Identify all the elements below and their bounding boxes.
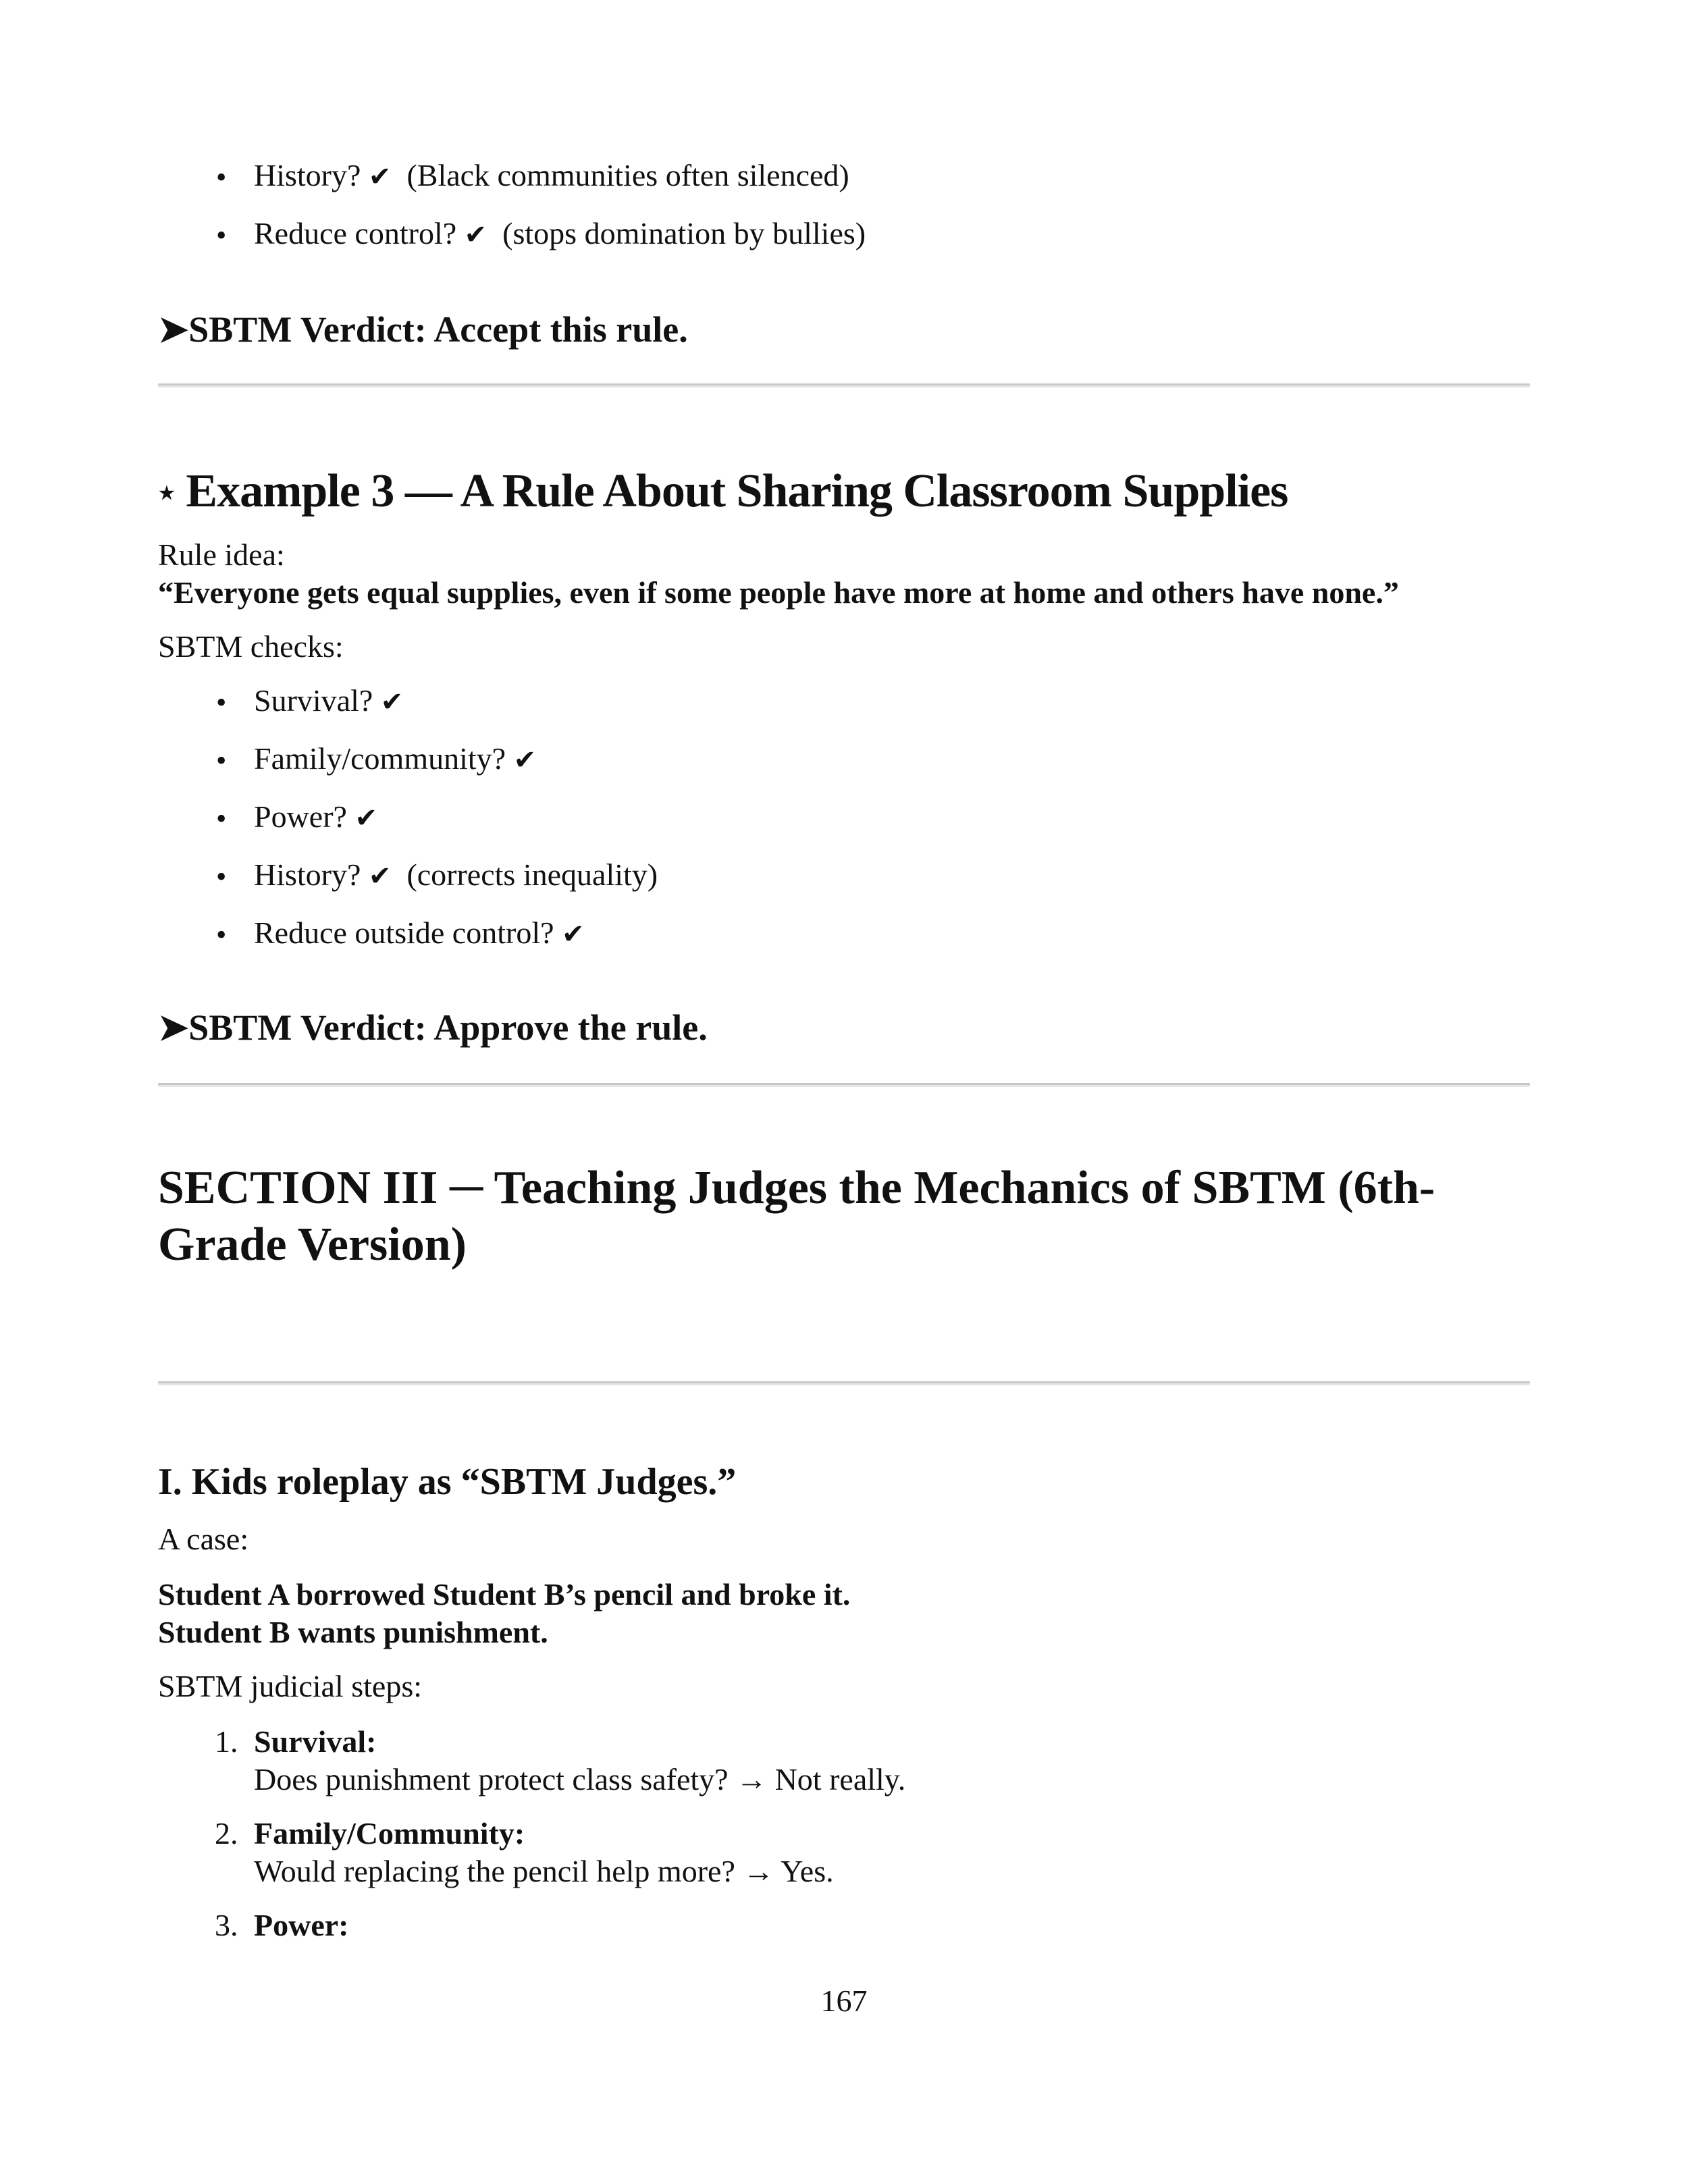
list-item [254,914,585,953]
divider [158,1083,1530,1087]
list-item-note: (stops domination by bullies) [502,216,866,250]
steps-label: SBTM judicial steps: [158,1669,422,1703]
section-3-title: SECTION III ─ Teaching Judges the Mechanics of SBTM (6th-Grade Version) [158,1162,1435,1271]
list-item-label: History? [254,857,361,892]
checkmark-icon: ✔ [464,219,487,250]
list-item [254,157,849,196]
list-item-label: Reduce outside control? [254,915,554,950]
step-title: Survival: [254,1724,377,1759]
case-label: A case: [158,1522,249,1556]
rule-text: “Everyone gets equal supplies, even if some people have more at home and others have none.” [158,575,1399,610]
verdict-approve [158,1006,708,1049]
case-line-1: Student A borrowed Student B’s pencil and broke it. [158,1577,851,1612]
bullet: • [216,918,227,951]
list-item-note: (corrects inequality) [406,857,658,892]
checkmark-icon: ✔ [562,919,585,950]
arrow-icon: ➤ [158,1007,189,1048]
bullet: • [216,686,227,719]
divider [158,383,1530,388]
list-item-label: History? [254,158,361,192]
verdict-text: SBTM Verdict: Accept this rule. [188,309,688,350]
list-item-label: Reduce control? [254,216,457,250]
list-item-label: Power? [254,799,347,834]
verdict-text: SBTM Verdict: Approve the rule. [188,1007,708,1048]
subsection-title: I. Kids roleplay as “SBTM Judges.” [158,1461,737,1503]
arrow-icon: ➤ [158,309,189,350]
step-title: Power: [254,1908,349,1942]
verdict-accept [158,308,688,351]
step-text: Would replacing the pencil help more? → Yes. [254,1854,834,1888]
list-item-label: Survival? [254,683,373,718]
step-number: 2. [215,1816,238,1850]
page-number: 167 [820,1983,868,2018]
step-number: 1. [215,1724,238,1759]
list-item-note: (Black communities often silenced) [406,158,849,192]
star-icon: ⭑ [158,473,175,510]
bullet: • [216,161,227,194]
example-3-title: Example 3 — A Rule About Sharing Classroom Supplies [186,465,1288,517]
checkmark-icon: ✔ [368,861,392,892]
case-line-2: Student B wants punishment. [158,1615,548,1649]
checkmark-icon: ✔ [354,803,377,834]
example-3-heading [158,463,1288,520]
bullet: • [216,802,227,835]
list-item [254,682,403,721]
checkmark-icon: ✔ [513,745,537,776]
checks-label: SBTM checks: [158,629,344,664]
list-item [254,215,866,254]
bullet: • [216,744,227,777]
step-number: 3. [215,1908,238,1942]
list-item [254,856,658,895]
bullet: • [216,219,227,252]
divider [158,1381,1530,1385]
list-item-label: Family/community? [254,741,506,776]
checkmark-icon: ✔ [380,687,404,718]
list-item [254,798,377,837]
rule-label: Rule idea: [158,537,285,572]
list-item [254,740,536,779]
step-title: Family/Community: [254,1816,525,1850]
bullet: • [216,860,227,893]
step-text: Does punishment protect class safety? → Not really. [254,1762,906,1796]
checkmark-icon: ✔ [368,161,392,192]
